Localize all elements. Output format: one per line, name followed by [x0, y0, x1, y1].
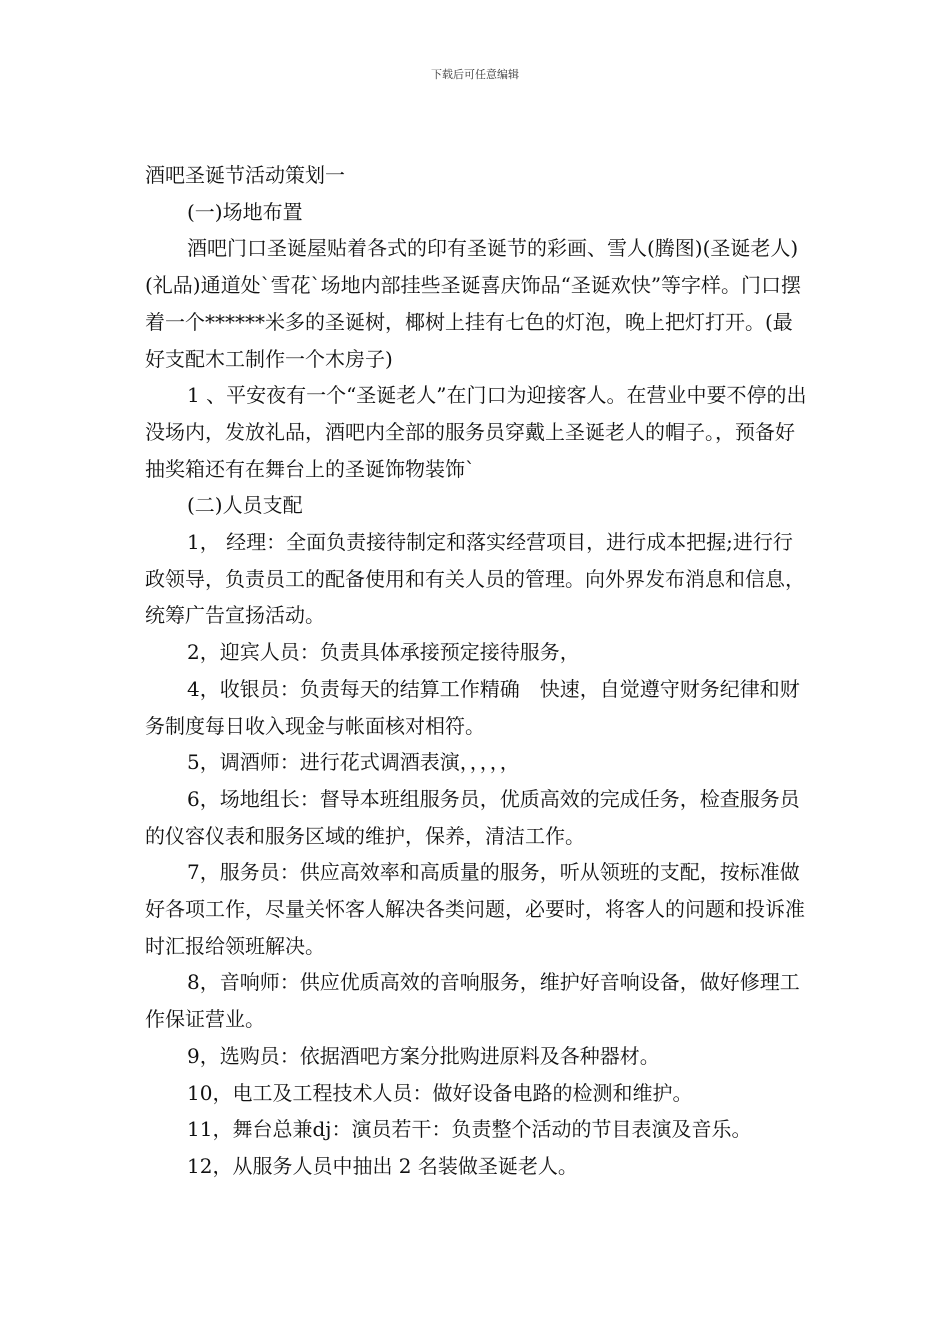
paragraph-bartender: 5，调酒师：进行花式调酒表演，，，，， [187, 750, 520, 775]
section-heading-venue: (一)场地布置 [187, 199, 303, 224]
section-heading-staffing: (二)人员支配 [187, 493, 303, 518]
paragraph-electrician: 10，电工及工程技术人员：做好设备电路的检测和维护。 [187, 1080, 693, 1105]
paragraph-santa-greeting: 1 、平安夜有一个“圣诞老人”在门口为迎接客人。在营业中要不停的出没场内，发放礼品，酒吧内全部的服务员穿戴上圣诞老人的帽子。，预备好抽奖箱还有在舞台上的圣诞饰物装饰` [145, 383, 807, 481]
paragraph-floor-leader: 6，场地组长：督导本班组服务员，优质高效的完成任务，检查服务员的仪容仪表和服务区域的维护，保养，清洁工作。 [145, 786, 800, 848]
document-body [145, 157, 810, 1185]
paragraph-greeter: 2，迎宾人员：负责具体承接预定接待服务， [187, 640, 580, 665]
paragraph-venue-decoration: 酒吧门口圣诞屋贴着各式的印有圣诞节的彩画、雪人(腾图)(圣诞老人)(礼品)通道处`雪花`场地内部挂些圣诞喜庆饰品“圣诞欢快”等字样。门口摆着一个******米多的圣诞树，椰树上挂有七色的灯泡，晚上把灯打开。(最好支配木工制作一个木房子) [145, 236, 802, 371]
header-note: 下载后可任意编辑 [431, 68, 519, 81]
paragraph-cashier: 4，收银员：负责每天的结算工作精确 快速，自觉遵守财务纪律和财务制度每日收入现金与帐面核对相符。 [145, 676, 800, 738]
paragraph-waiter: 7，服务员：供应高效率和高质量的服务，听从领班的支配，按标准做好各项工作，尽量关怀客人解决各类问题，必要时，将客人的问题和投诉准时汇报给领班解决。 [145, 860, 805, 958]
paragraph-stage-dj: 11，舞台总兼dj：演员若干：负责整个活动的节目表演及音乐。 [187, 1117, 752, 1142]
paragraph-sound-engineer: 8，音响师：供应优质高效的音响服务，维护好音响设备，做好修理工作保证营业。 [145, 970, 800, 1032]
paragraph-purchaser: 9，选购员：依据酒吧方案分批购进原料及各种器材。 [187, 1043, 660, 1068]
document-title: 酒吧圣诞节活动策划一 [145, 163, 345, 187]
paragraph-manager: 1， 经理：全面负责接待制定和落实经营项目，进行成本把握;进行行政领导，负责员工的配备使用和有关人员的管理。向外界发布消息和信息，统筹广告宣扬活动。 [145, 530, 805, 628]
paragraph-santa-staff: 12，从服务人员中抽出 2 名装做圣诞老人。 [187, 1153, 578, 1178]
